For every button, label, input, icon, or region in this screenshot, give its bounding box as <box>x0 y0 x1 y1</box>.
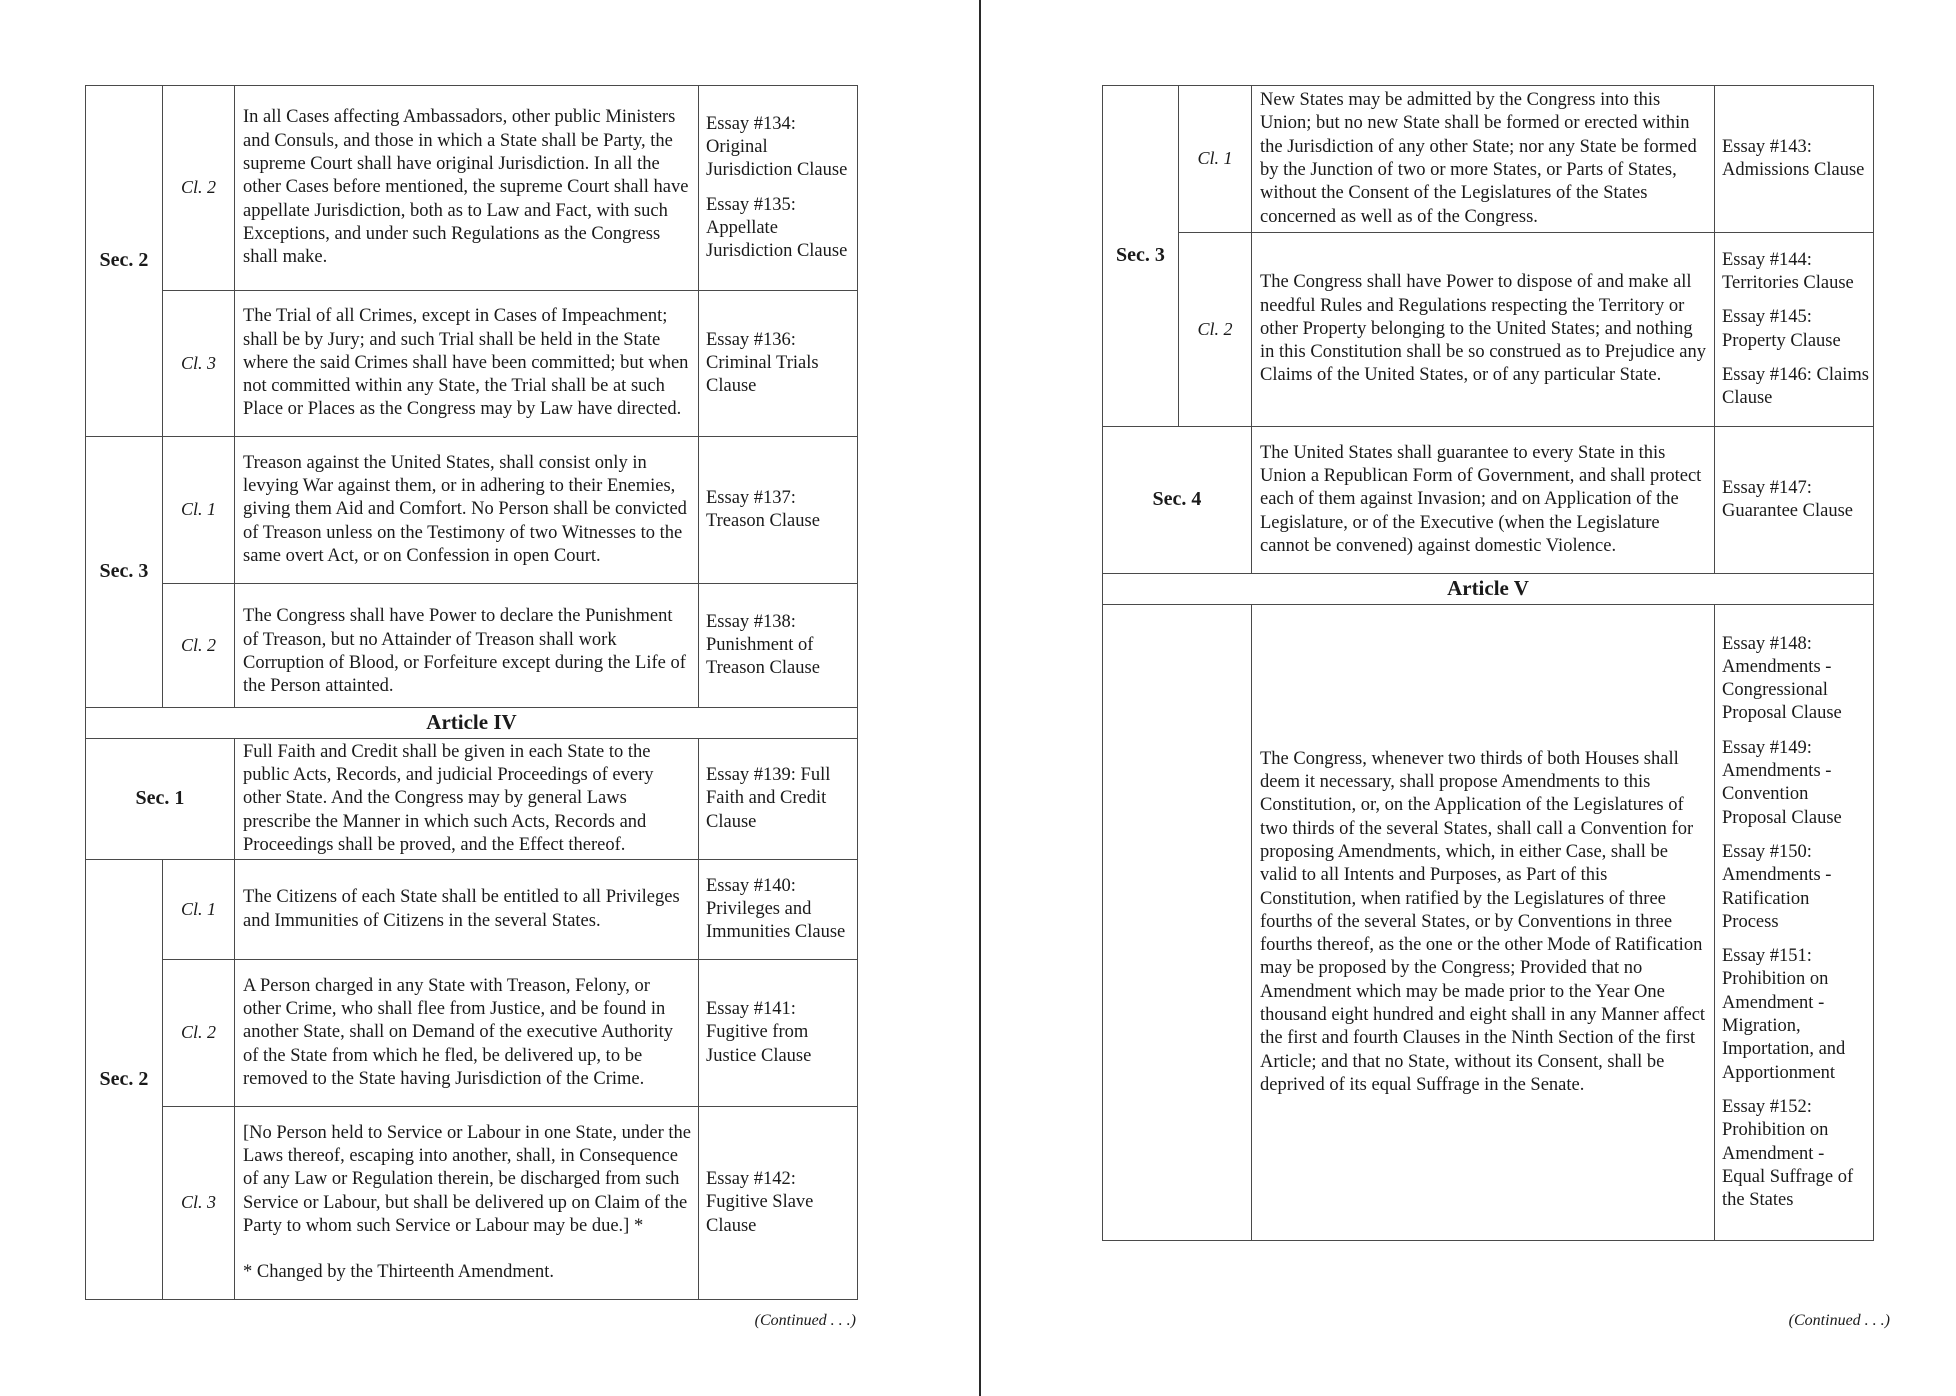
essay-link[interactable]: Essay #134: Original Jurisdiction Clause <box>706 113 848 181</box>
clause-text: Full Faith and Credit shall be given in each State to the public Acts, Records, and judicial Proceedings of every other State. And the Congress may by general Laws prescribe the Manner in which such Acts, Records and Proceedings shall be proved, and the Effect thereof. <box>235 739 699 860</box>
section-label: Sec. 4 <box>1103 427 1252 574</box>
clause-text: The Trial of all Crimes, except in Cases of Impeachment; shall be by Jury; and such Trial shall be held in the State where the said Crimes shall have been committed; but when not committed within any State, the Trial shall be at such Place or Places as the Congress may by Law have directed. <box>235 291 699 437</box>
clause-text: The Congress shall have Power to dispose of and make all needful Rules and Regulations respecting the Territory or other Property belonging to the United States; and nothing in this Constitution shall be so construed as to Prejudice any Claims of the United States, or of any particular State. <box>1252 233 1715 427</box>
clause-text: The United States shall guarantee to every State in this Union a Republican Form of Government, and shall protect each of them against Invasion; and on Application of the Legislature, or of the Executive (when the Legislature cannot be convened) against domestic Violence. <box>1252 427 1715 574</box>
table-row <box>1103 86 1874 233</box>
section-label: Sec. 3 <box>86 437 163 708</box>
article-heading-row <box>1103 574 1874 605</box>
clause-label: Cl. 2 <box>163 960 235 1107</box>
essay-link[interactable]: Essay #137: Treason Clause <box>706 487 820 531</box>
essay-cell <box>1715 605 1874 1241</box>
essay-cell <box>699 860 858 960</box>
continued-label: (Continued . . .) <box>1788 1312 1890 1329</box>
clause-text: In all Cases affecting Ambassadors, other public Ministers and Consuls, and those in which a State shall be Party, the supreme Court shall have original Jurisdiction. In all the other Cases before mentioned, the supreme Court shall have appellate Jurisdiction, both as to Law and Fact, with such Exceptions, and under such Regulations as the Congress shall make. <box>235 86 699 291</box>
essay-cell <box>1715 233 1874 427</box>
constitution-table-left <box>85 85 858 1300</box>
table-row <box>86 86 858 291</box>
clause-text: The Congress, whenever two thirds of both Houses shall deem it necessary, shall propose Amendments to this Constitution, or, on the Application of the Legislatures of two thirds of the several States, shall call a Convention for proposing Amendments, which, in either Case, shall be valid to all Intents and Purposes, as Part of this Constitution, when ratified by the Legislatures of three fourths of the several States, or by Conventions in three fourths thereof, as the one or the other Mode of Ratification may be proposed by the Congress; Provided that no Amendment which may be made prior to the Year One thousand eight hundred and eight shall in any Manner affect the first and fourth Clauses in the Ninth Section of the first Article; and that no State, without its Consent, shall be deprived of its equal Suffrage in the Senate. <box>1252 605 1715 1241</box>
essay-link[interactable]: Essay #135: Appellate Jurisdiction Clause <box>706 194 848 262</box>
essay-cell <box>699 86 858 291</box>
clause-label: Cl. 1 <box>163 860 235 960</box>
essay-link[interactable]: Essay #141: Fugitive from Justice Clause <box>706 999 812 1066</box>
essay-link[interactable]: Essay #151: Prohibition on Amendment - Migration, Importation, and Apportionment <box>1722 946 1846 1083</box>
essay-cell <box>699 1107 858 1300</box>
essay-link[interactable]: Essay #149: Amendments - Convention Proposal Clause <box>1722 737 1842 828</box>
essay-cell <box>699 437 858 584</box>
essay-link[interactable]: Essay #138: Punishment of Treason Clause <box>706 611 820 679</box>
clause-text: New States may be admitted by the Congress into this Union; but no new State shall be formed or erected within the Jurisdiction of any other State; nor any State be formed by the Junction of two or more States, or Parts of States, without the Consent of the Legislatures of the States concerned as well as of the Congress. <box>1252 86 1715 233</box>
clause-text: The Congress shall have Power to declare the Punishment of Treason, but no Attainder of Treason shall work Corruption of Blood, or Forfeiture except during the Life of the Person attainted. <box>235 584 699 708</box>
section-label: Sec. 2 <box>86 86 163 437</box>
table-row <box>86 584 858 708</box>
essay-link[interactable]: Essay #152: Prohibition on Amendment - Equal Suffrage of the States <box>1722 1096 1854 1211</box>
clause-label: Cl. 3 <box>163 1107 235 1300</box>
essay-link[interactable]: Essay #139: Full Faith and Credit Clause <box>706 765 831 832</box>
clause-label: Cl. 1 <box>1179 86 1252 233</box>
article-heading-row <box>86 708 858 739</box>
section-label: Sec. 1 <box>86 739 235 860</box>
section-label <box>1103 605 1252 1241</box>
table-row <box>86 437 858 584</box>
essay-cell <box>699 291 858 437</box>
table-row <box>86 960 858 1107</box>
essay-cell <box>1715 427 1874 574</box>
continued-label: (Continued . . .) <box>754 1312 856 1329</box>
clause-label: Cl. 2 <box>163 86 235 291</box>
footnote: * Changed by the Thirteenth Amendment. <box>243 1262 555 1283</box>
essay-cell <box>1715 86 1874 233</box>
essay-link[interactable]: Essay #145: Property Clause <box>1722 307 1841 351</box>
table-row <box>86 860 858 960</box>
clause-label: Cl. 3 <box>163 291 235 437</box>
essay-cell <box>699 739 858 860</box>
clause-label: Cl. 2 <box>1179 233 1252 427</box>
table-row <box>1103 233 1874 427</box>
table-row <box>1103 427 1874 574</box>
essay-link[interactable]: Essay #142: Fugitive Slave Clause <box>706 1169 814 1236</box>
essay-link[interactable]: Essay #146: Claims Clause <box>1722 364 1869 409</box>
clause-text: The Citizens of each State shall be entitled to all Privileges and Immunities of Citizens in the several States. <box>235 860 699 960</box>
table-row <box>1103 605 1874 1241</box>
essay-link[interactable]: Essay #136: Criminal Trials Clause <box>706 329 819 397</box>
essay-link[interactable]: Essay #144: Territories Clause <box>1722 249 1854 293</box>
section-label: Sec. 3 <box>1103 86 1179 427</box>
section-label: Sec. 2 <box>86 860 163 1300</box>
clause-label: Cl. 2 <box>163 584 235 708</box>
essay-link[interactable]: Essay #140: Privileges and Immunities Clause <box>706 875 846 943</box>
table-row <box>86 291 858 437</box>
page-spread-divider <box>979 0 981 1396</box>
clause-text-cell <box>235 1107 699 1300</box>
essay-link[interactable]: Essay #143: Admissions Clause <box>1722 136 1865 180</box>
essay-cell <box>699 584 858 708</box>
essay-link[interactable]: Essay #148: Amendments - Congressional Proposal Clause <box>1722 633 1842 724</box>
clause-text: [No Person held to Service or Labour in one State, under the Laws thereof, escaping into another, shall, in Consequence of any Law or Regulation therein, be discharged from such Service or Labour, but shall be delivered up on Claim of the Party to whom such Service or Labour may be due.] * <box>243 1122 691 1236</box>
essay-link[interactable]: Essay #147: Guarantee Clause <box>1722 477 1853 521</box>
table-row <box>86 1107 858 1300</box>
clause-text: A Person charged in any State with Treason, Felony, or other Crime, who shall flee from Justice, and be found in another State, shall on Demand of the executive Authority of the State from which he fled, be delivered up, to be removed to the State having Jurisdiction of the Crime. <box>235 960 699 1107</box>
table-row <box>86 739 858 860</box>
essay-cell <box>699 960 858 1107</box>
essay-link[interactable]: Essay #150: Amendments - Ratification Process <box>1722 841 1832 932</box>
clause-label: Cl. 1 <box>163 437 235 584</box>
article-heading: Article V <box>1103 574 1874 605</box>
clause-text: Treason against the United States, shall consist only in levying War against them, or in adhering to their Enemies, giving them Aid and Comfort. No Person shall be convicted of Treason unless on the Testimony of two Witnesses to the same overt Act, or on Confession in open Court. <box>235 437 699 584</box>
article-heading: Article IV <box>86 708 858 739</box>
constitution-table-right <box>1102 85 1874 1241</box>
right-page <box>982 0 1956 1396</box>
